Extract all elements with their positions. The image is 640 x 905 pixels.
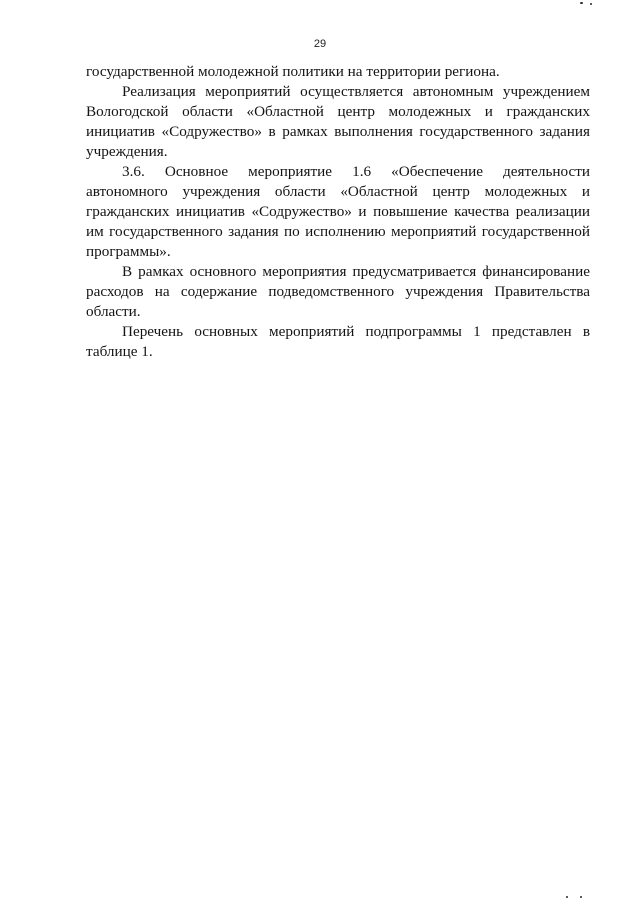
- scan-speck-top-right: [580, 2, 583, 4]
- paragraph-table-reference: Перечень основных мероприятий подпрограммы 1 представлен в таблице 1.: [86, 323, 590, 360]
- scan-speck-bottom-right-2: [580, 896, 582, 898]
- page-number: 29: [313, 38, 327, 50]
- paragraph-continuation: государственной молодежной политики на территории региона.: [86, 63, 500, 80]
- document-body: [86, 62, 590, 362]
- paragraph-financing: В рамках основного мероприятия предусматривается финансирование расходов на содержание подведомственного учреждения Правительства области.: [86, 263, 590, 320]
- scan-speck-bottom-right: [566, 896, 568, 898]
- scan-speck-top-right-2: [590, 3, 592, 5]
- paragraph-main-activity-1-6: 3.6. Основное мероприятие 1.6 «Обеспечение деятельности автономного учреждения области «Областной центр молодежных и гражданских инициатив «Содружество» и повышение качества реализации им государственного задания по исполнению мероприятий государственной программы».: [86, 163, 590, 260]
- paragraph-implementation: Реализация мероприятий осуществляется автономным учреждением Вологодской области «Областной центр молодежных и гражданских инициатив «Содружество» в рамках выполнения государственного задания учреждения.: [86, 83, 590, 160]
